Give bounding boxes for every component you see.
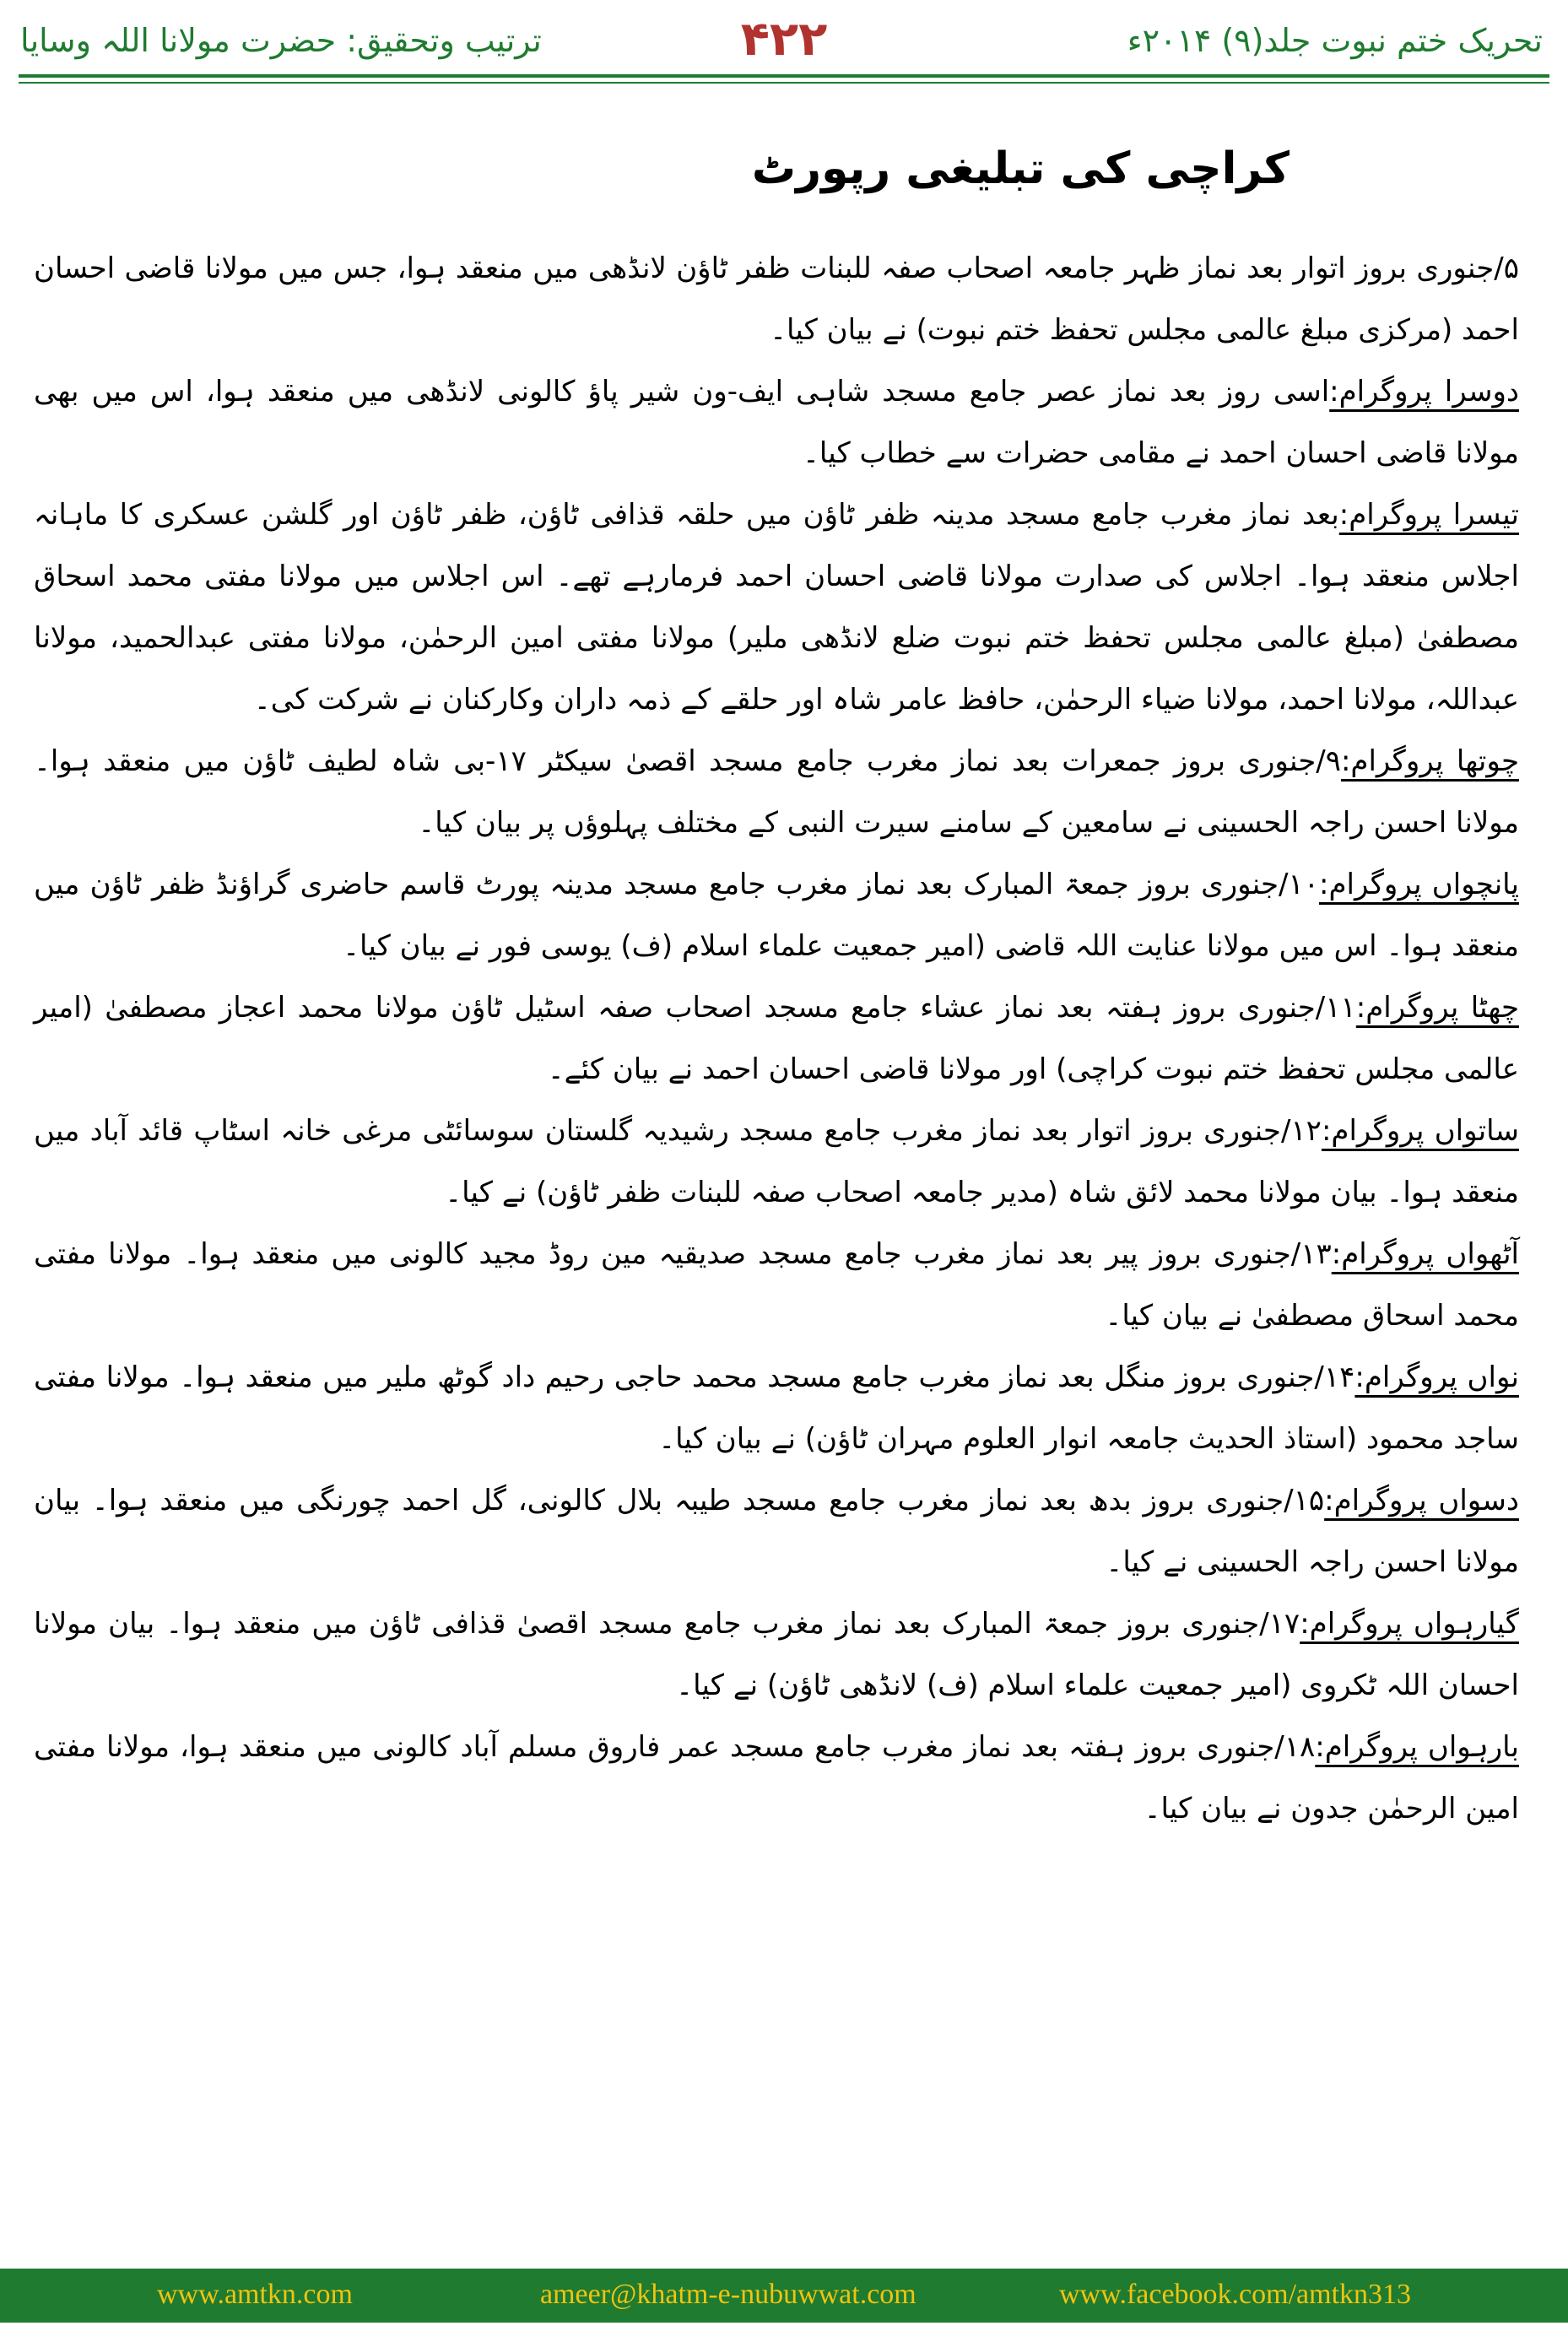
- program-text: ۱۴/جنوری بروز منگل بعد نماز مغرب جامع مسجد محمد حاجی رحیم داد گوٹھ ملیر میں منعقد ہوا۔ مولانا مفتی ساجد محمود (استاذ الحدیث جامعہ انوار العلوم مہران ٹاؤن) نے بیان کیا۔: [34, 1360, 1519, 1456]
- program-paragraph: [34, 1717, 1519, 1840]
- program-text: ۱۱/جنوری بروز ہفتہ بعد نماز عشاء جامع مسجد اصحاب صفہ اسٹیل ٹاؤن مولانا محمد اعجاز مصطفیٰ (امیر عالمی مجلس تحفظ ختم نبوت کراچی) اور مولانا قاضی احسان احمد نے بیان کئے۔: [34, 991, 1519, 1086]
- program-paragraph: [34, 1101, 1519, 1224]
- program-paragraph: [34, 1593, 1519, 1717]
- program-text: ۵/جنوری بروز اتوار بعد نماز ظہر جامعہ اصحاب صفہ للبنات ظفر ٹاؤن لانڈھی میں منعقد ہوا، جس میں مولانا قاضی احسان احمد (مرکزی مبلغ عالمی مجلس تحفظ ختم نبوت) نے بیان کیا۔: [34, 252, 1519, 347]
- header-book-title: تحریک ختم نبوت جلد(۹) ۲۰۱۴ء: [1127, 22, 1543, 59]
- program-paragraph: [34, 361, 1519, 484]
- program-paragraph: [34, 977, 1519, 1101]
- program-label: بارہواں پروگرام:: [1315, 1730, 1519, 1764]
- program-label: ساتواں پروگرام:: [1321, 1114, 1520, 1148]
- program-paragraph: [34, 854, 1519, 977]
- program-text: ۱۸/جنوری بروز ہفتہ بعد نماز مغرب جامع مسجد عمر فاروق مسلم آباد کالونی میں منعقد ہوا، مولانا مفتی امین الرحمٰن جدون نے بیان کیا۔: [34, 1730, 1519, 1825]
- program-label: پانچواں پروگرام:: [1319, 868, 1519, 901]
- header-divider-thin: [19, 82, 1549, 84]
- program-text: اسی روز بعد نماز عصر جامع مسجد شاہی ایف-ون شیر پاؤ کالونی لانڈھی میں منعقد ہوا، اس میں بھی مولانا قاضی احسان احمد نے مقامی حضرات سے خطاب کیا۔: [34, 375, 1519, 470]
- report-title: کراچی کی تبلیغی رپورٹ: [751, 143, 1290, 194]
- footer-facebook-link[interactable]: www.facebook.com/amtkn313: [1059, 2279, 1412, 2310]
- program-label: آٹھواں پروگرام:: [1331, 1237, 1519, 1271]
- program-text: ۹/جنوری بروز جمعرات بعد نماز مغرب جامع مسجد اقصیٰ سیکٹر ۱۷-بی شاہ لطیف ٹاؤن میں منعقد ہوا۔ مولانا احسن راجہ الحسینی نے سامعین کے سامنے سیرت النبی کے مختلف پہلوؤں پر بیان کیا۔: [34, 744, 1519, 840]
- program-label: دسواں پروگرام:: [1324, 1484, 1519, 1517]
- program-text: ۱۵/جنوری بروز بدھ بعد نماز مغرب جامع مسجد طیبہ بلال کالونی، گل احمد چورنگی میں منعقد ہوا۔ بیان مولانا احسن راجہ الحسینی نے کیا۔: [34, 1484, 1519, 1579]
- program-paragraph: [34, 238, 1519, 361]
- program-paragraph: [34, 1470, 1519, 1593]
- program-paragraph: [34, 1224, 1519, 1347]
- program-text: ۱۰/جنوری بروز جمعۃ المبارک بعد نماز مغرب جامع مسجد مدینہ پورٹ قاسم حاضری گراؤنڈ ظفر ٹاؤن میں منعقد ہوا۔ اس میں مولانا عنایت اللہ قاضی (امیر جمعیت علماء اسلام (ف) یوسی فور نے بیان کیا۔: [34, 868, 1519, 963]
- footer-website-link[interactable]: www.amtkn.com: [157, 2279, 353, 2310]
- report-body: [34, 238, 1519, 1840]
- program-label: چھٹا پروگرام:: [1355, 991, 1520, 1025]
- program-text: ۱۷/جنوری بروز جمعۃ المبارک بعد نماز مغرب جامع مسجد اقصیٰ قذافی ٹاؤن میں منعقد ہوا۔ بیان مولانا احسان اللہ ٹکروی (امیر جمعیت علماء اسلام (ف) لانڈھی ٹاؤن) نے کیا۔: [34, 1607, 1519, 1702]
- footer-email-link[interactable]: ameer@khatm-e-nubuwwat.com: [540, 2279, 916, 2310]
- program-paragraph: [34, 1347, 1519, 1470]
- program-label: دوسرا پروگرام:: [1329, 375, 1520, 408]
- program-text: بعد نماز مغرب جامع مسجد مدینہ ظفر ٹاؤن میں حلقہ قذافی ٹاؤن، ظفر ٹاؤن اور گلشن عسکری کا ماہانہ اجلاس منعقد ہوا۔ اجلاس کی صدارت مولانا قاضی احسان احمد فرمارہے تھے۔ اس اجلاس میں مولانا مفتی محمد اسحاق مصطفیٰ (مبلغ عالمی مجلس تحفظ ختم نبوت ضلع لانڈھی ملیر) مولانا مفتی امین الرحمٰن، مولانا مفتی عبدالحمید، مولانا عبداللہ، مولانا احمد، مولانا ضیاء الرحمٰن، حافظ عامر شاہ اور حلقے کے ذمہ داران وکارکنان نے شرکت کی۔: [34, 498, 1519, 717]
- program-paragraph: [34, 731, 1519, 854]
- header-book-editor: ترتیب وتحقیق: حضرت مولانا اللہ وسایا: [20, 22, 542, 59]
- program-text: ۱۲/جنوری بروز اتوار بعد نماز مغرب جامع مسجد رشیدیہ گلستان سوسائٹی مرغی خانہ اسٹاپ قائد آباد میں منعقد ہوا۔ بیان مولانا محمد لائق شاہ (مدیر جامعہ اصحاب صفہ للبنات ظفر ٹاؤن) نے کیا۔: [34, 1114, 1519, 1209]
- header-divider: [19, 74, 1549, 78]
- program-text: ۱۳/جنوری بروز پیر بعد نماز مغرب جامع مسجد صدیقیہ مین روڈ مجید کالونی میں منعقد ہوا۔ مولانا مفتی محمد اسحاق مصطفیٰ نے بیان کیا۔: [34, 1237, 1519, 1333]
- program-label: گیارہواں پروگرام:: [1300, 1607, 1519, 1641]
- program-label: نواں پروگرام:: [1354, 1360, 1519, 1394]
- program-label: تیسرا پروگرام:: [1338, 498, 1519, 532]
- program-paragraph: [34, 484, 1519, 731]
- program-label: چوتھا پروگرام:: [1340, 744, 1519, 778]
- page-number: ۴۲۲: [740, 12, 828, 67]
- footer-bar: [0, 2269, 1568, 2323]
